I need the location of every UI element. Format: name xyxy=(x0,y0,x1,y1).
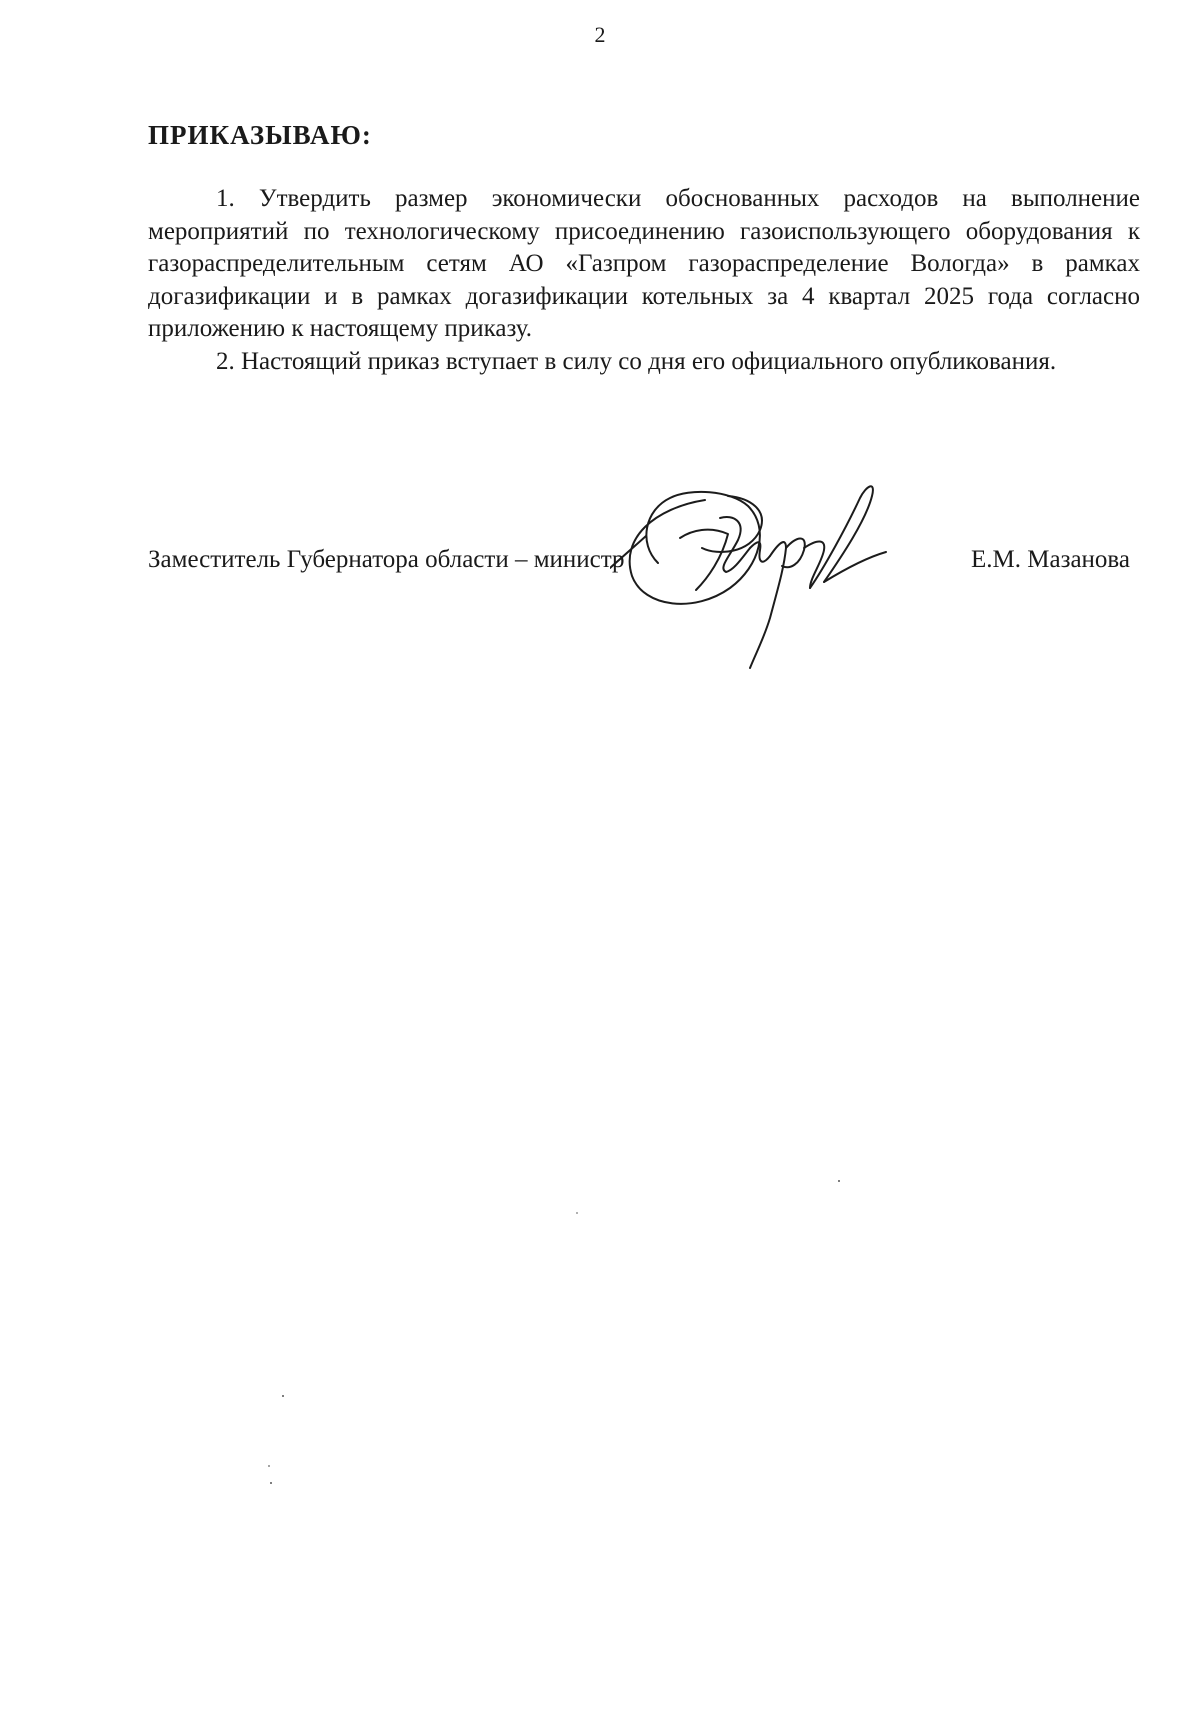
order-body xyxy=(148,183,1140,378)
page-number: 2 xyxy=(594,22,606,47)
signer-name: Е.М. Мазанова xyxy=(971,546,1130,573)
order-paragraph-2: 2. Настоящий приказ вступает в силу со дня его официального опубликования. xyxy=(216,347,1057,375)
scan-speck xyxy=(270,1482,272,1484)
scan-speck xyxy=(282,1395,284,1397)
scan-speck xyxy=(576,1212,578,1214)
scan-speck xyxy=(838,1180,840,1182)
scan-speck xyxy=(268,1465,270,1467)
order-paragraph-1: 1. Утвердить размер экономически обоснованных расходов на выполнение мероприятий по технологическому присоединению газоиспользующего оборудования к газораспределительным сетям АО «Газпром газораспределение Вологда» в рамках догазификации и в рамках догазификации котельных за 4 квартал 2025 года согласно приложению к настоящему приказу. xyxy=(148,185,1140,342)
signer-title: Заместитель Губернатора области – министр xyxy=(148,546,625,573)
order-heading: ПРИКАЗЫВАЮ: xyxy=(148,120,372,150)
handwritten-signature xyxy=(610,478,950,678)
